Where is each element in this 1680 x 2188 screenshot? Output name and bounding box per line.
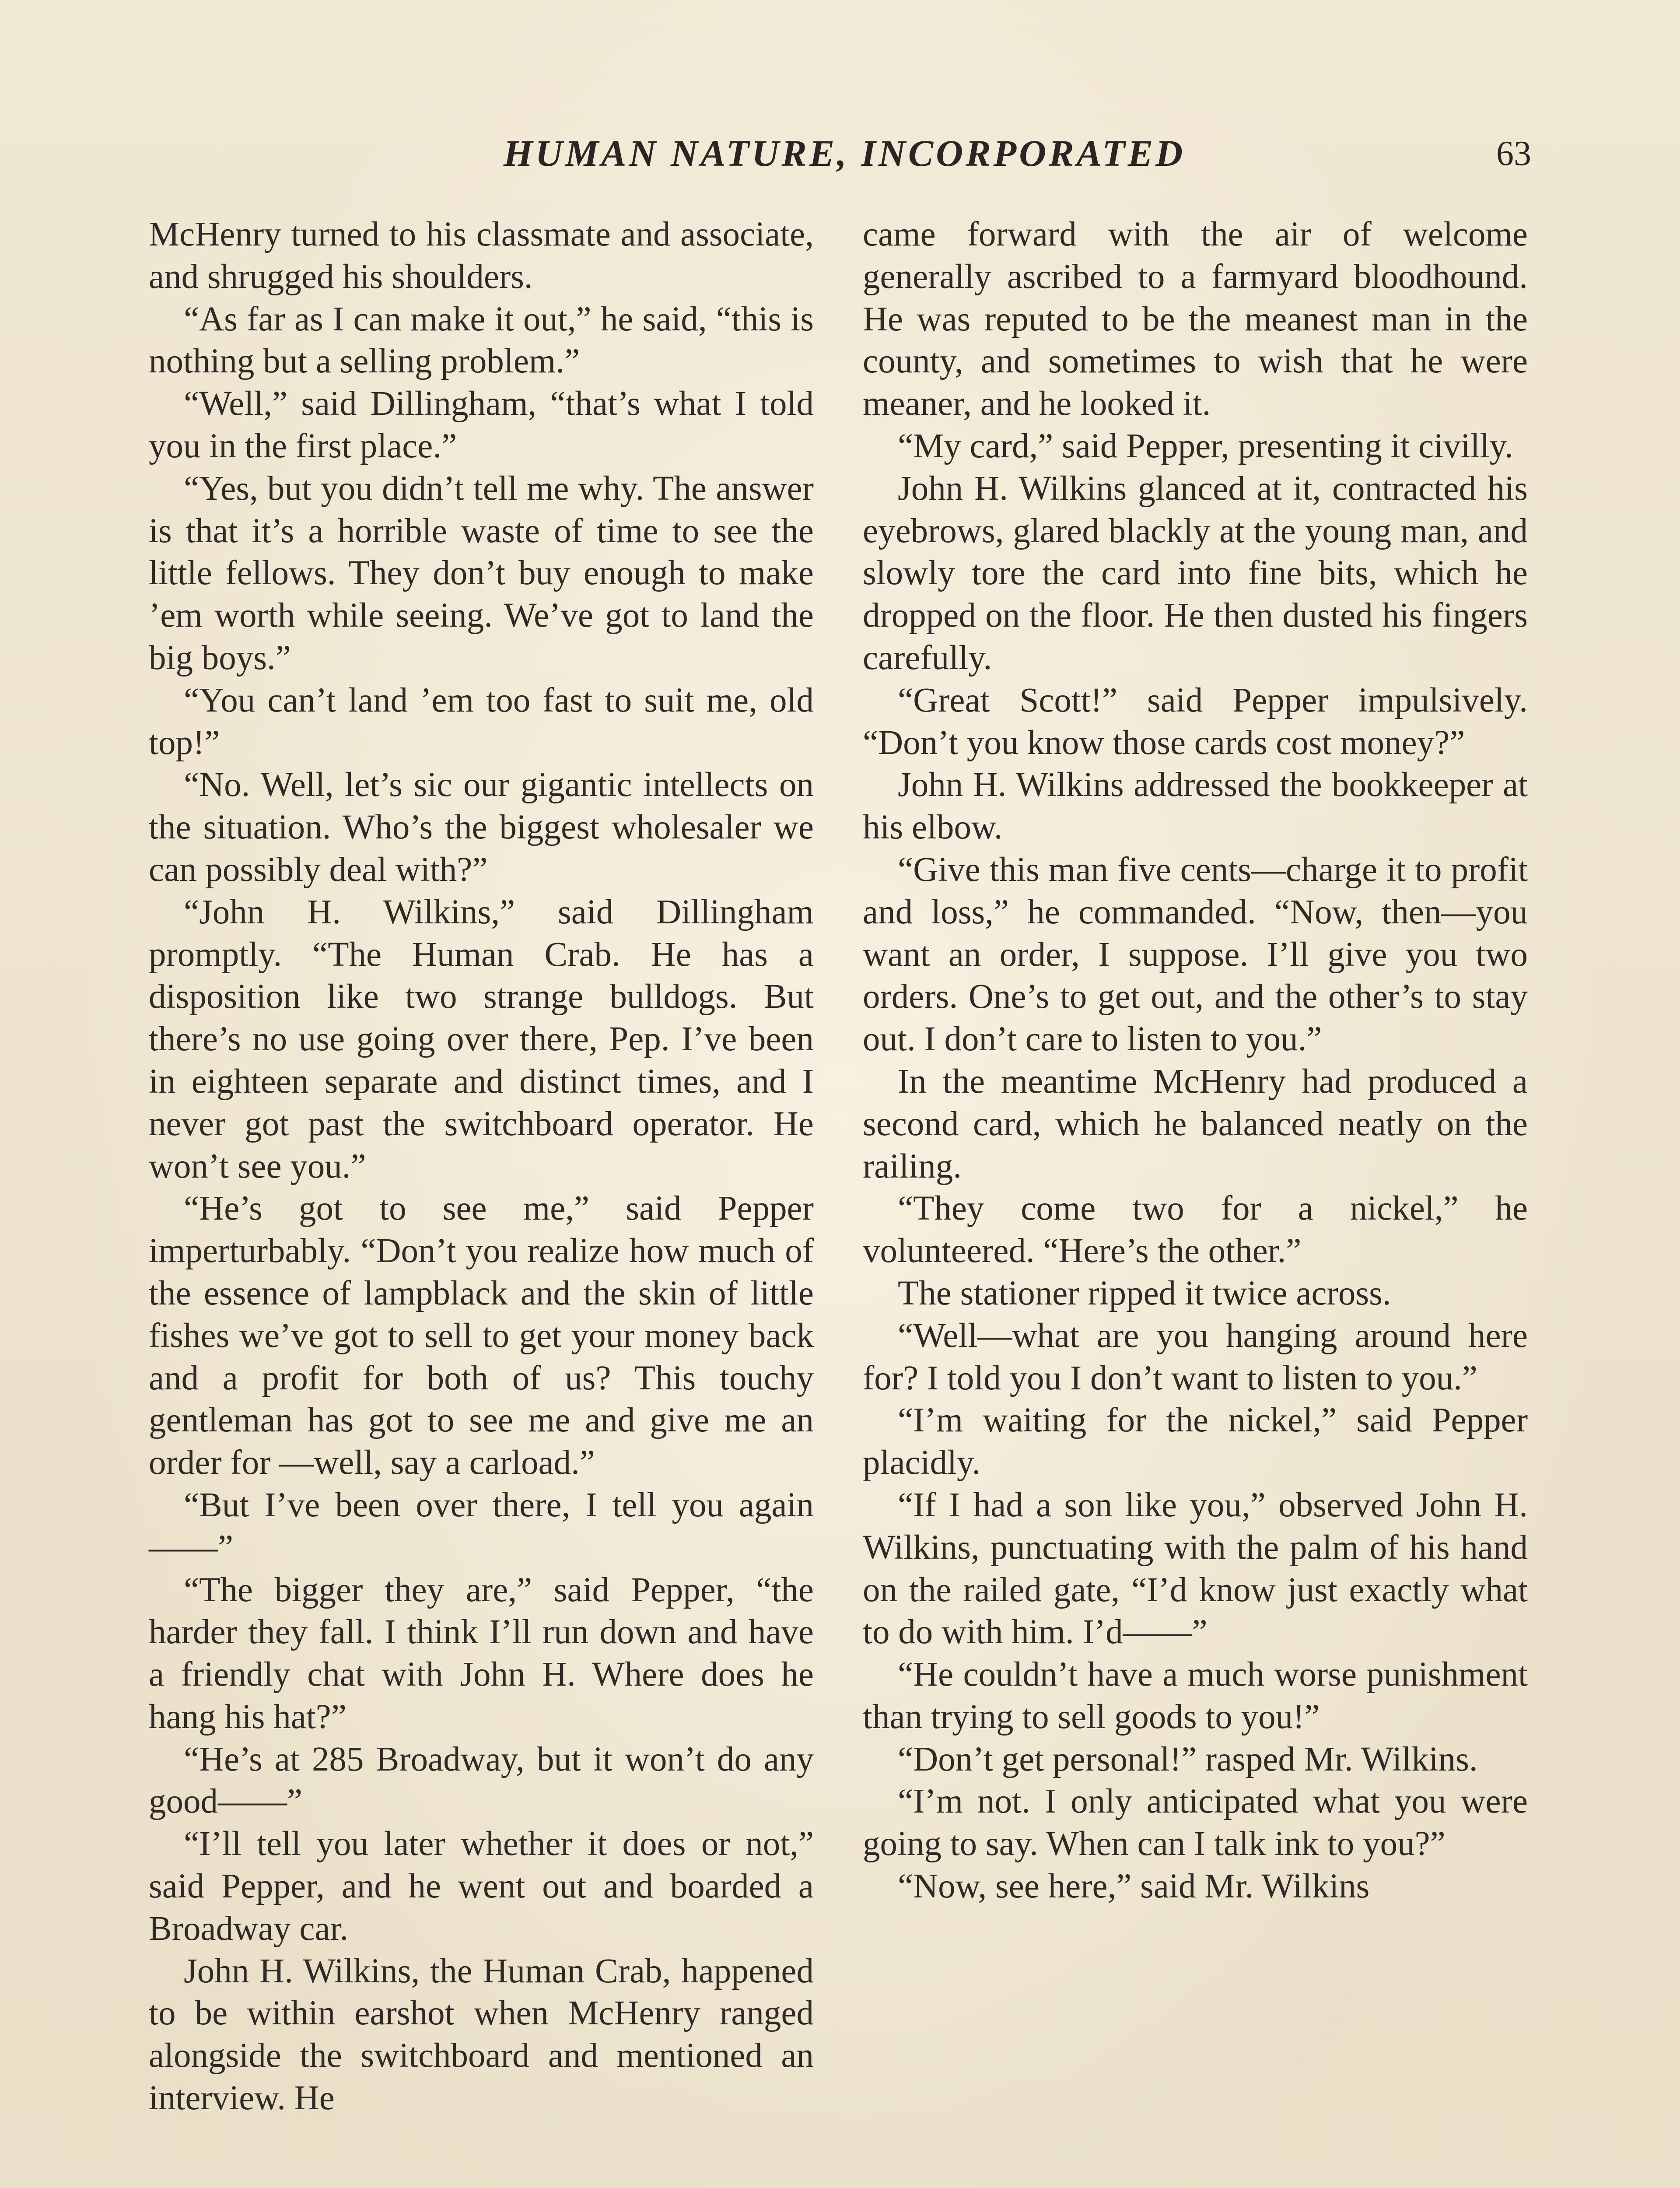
paragraph: “Now, see here,” said Mr. Wilkins bbox=[898, 1867, 1370, 1906]
paragraph: John H. Wilkins, the Human Crab, happened to be within earshot when McHenry ranged alongside the switchboard and mentioned an interview. He bbox=[149, 1952, 814, 2118]
paragraph: McHenry turned to his classmate and associate, and shrugged his shoulders. bbox=[149, 215, 814, 296]
paragraph: “But I’ve been over there, I tell you again——” bbox=[149, 1486, 814, 1567]
paragraph: “They come two for a nickel,” he volunteered. “Here’s the other.” bbox=[863, 1189, 1528, 1270]
left-column bbox=[149, 214, 814, 2120]
paragraph: “I’m waiting for the nickel,” said Pepper placidly. bbox=[863, 1401, 1528, 1482]
paragraph: “He couldn’t have a much worse punishment than trying to sell goods to you!” bbox=[863, 1655, 1528, 1736]
paragraph: “Well,” said Dillingham, “that’s what I told you in the first place.” bbox=[149, 385, 814, 465]
paragraph: “I’m not. I only anticipated what you were going to say. When can I talk ink to you?” bbox=[863, 1782, 1528, 1863]
paragraph: “Don’t get personal!” rasped Mr. Wilkins. bbox=[898, 1740, 1478, 1778]
paragraph: “John H. Wilkins,” said Dillingham promptly. “The Human Crab. He has a disposition like two strange bulldogs. But there’s no use going over there, Pep. I’ve been in eighteen separate and distinct times, and I never got past the switchboard operator. He won’t see you.” bbox=[149, 893, 814, 1185]
page-number: 63 bbox=[1496, 134, 1531, 173]
right-column bbox=[863, 214, 1528, 1908]
paragraph: came forward with the air of welcome generally ascribed to a farmyard bloodhound. He was reputed to be the meanest man in the county, and sometimes to wish that he were meaner, and he looked it. bbox=[863, 215, 1528, 423]
paragraph: “I’ll tell you later whether it does or not,” said Pepper, and he went out and boarded a Broadway car. bbox=[149, 1825, 814, 1948]
running-title: HUMAN NATURE, INCORPORATED bbox=[503, 132, 1186, 174]
paragraph: “Great Scott!” said Pepper impulsively. “Don’t you know those cards cost money?” bbox=[863, 681, 1528, 762]
paragraph: “You can’t land ’em too fast to suit me, old top!” bbox=[149, 681, 814, 762]
paragraph: John H. Wilkins addressed the bookkeeper at his elbow. bbox=[863, 766, 1528, 847]
paragraph: “Give this man five cents—charge it to profit and loss,” he commanded. “Now, then—you want an order, I suppose. I’ll give you two orders. One’s to get out, and the other’s to stay out. I don’t care to listen to you.” bbox=[863, 850, 1528, 1059]
paragraph: “He’s at 285 Broadway, but it won’t do any good——” bbox=[149, 1740, 814, 1821]
paragraph: The stationer ripped it twice across. bbox=[898, 1274, 1391, 1312]
paragraph: In the meantime McHenry had produced a second card, which he balanced neatly on the railing. bbox=[863, 1062, 1528, 1185]
paragraph: “If I had a son like you,” observed John H. Wilkins, punctuating with the palm of his hand on the railed gate, “I’d know just exactly what to do with him. I’d——” bbox=[863, 1486, 1528, 1652]
paragraph: “No. Well, let’s sic our gigantic intellects on the situation. Who’s the biggest wholesaler we can possibly deal with?” bbox=[149, 766, 814, 889]
paragraph: “Yes, but you didn’t tell me why. The answer is that it’s a horrible waste of time to see the little fellows. They don’t buy enough to make ’em worth while seeing. We’ve got to land the big boys.” bbox=[149, 469, 814, 677]
paragraph: “As far as I can make it out,” he said, “this is nothing but a selling problem.” bbox=[149, 300, 814, 381]
paragraph: “He’s got to see me,” said Pepper imperturbably. “Don’t you realize how much of the essence of lampblack and the skin of little fishes we’ve got to sell to get your money back and a profit for both of us? This touchy gentleman has got to see me and give me an order for —well, say a carload.” bbox=[149, 1189, 814, 1482]
paragraph: John H. Wilkins glanced at it, contracted his eyebrows, glared blackly at the young man, and slowly tore the card into fine bits, which he dropped on the floor. He then dusted his fingers carefully. bbox=[863, 469, 1528, 677]
paragraph: “The bigger they are,” said Pepper, “the harder they fall. I think I’ll run down and have a friendly chat with John H. Where does he hang his hat?” bbox=[149, 1571, 814, 1736]
paragraph: “My card,” said Pepper, presenting it civilly. bbox=[898, 427, 1513, 465]
paragraph: “Well—what are you hanging around here for? I told you I don’t want to listen to you.” bbox=[863, 1316, 1528, 1397]
